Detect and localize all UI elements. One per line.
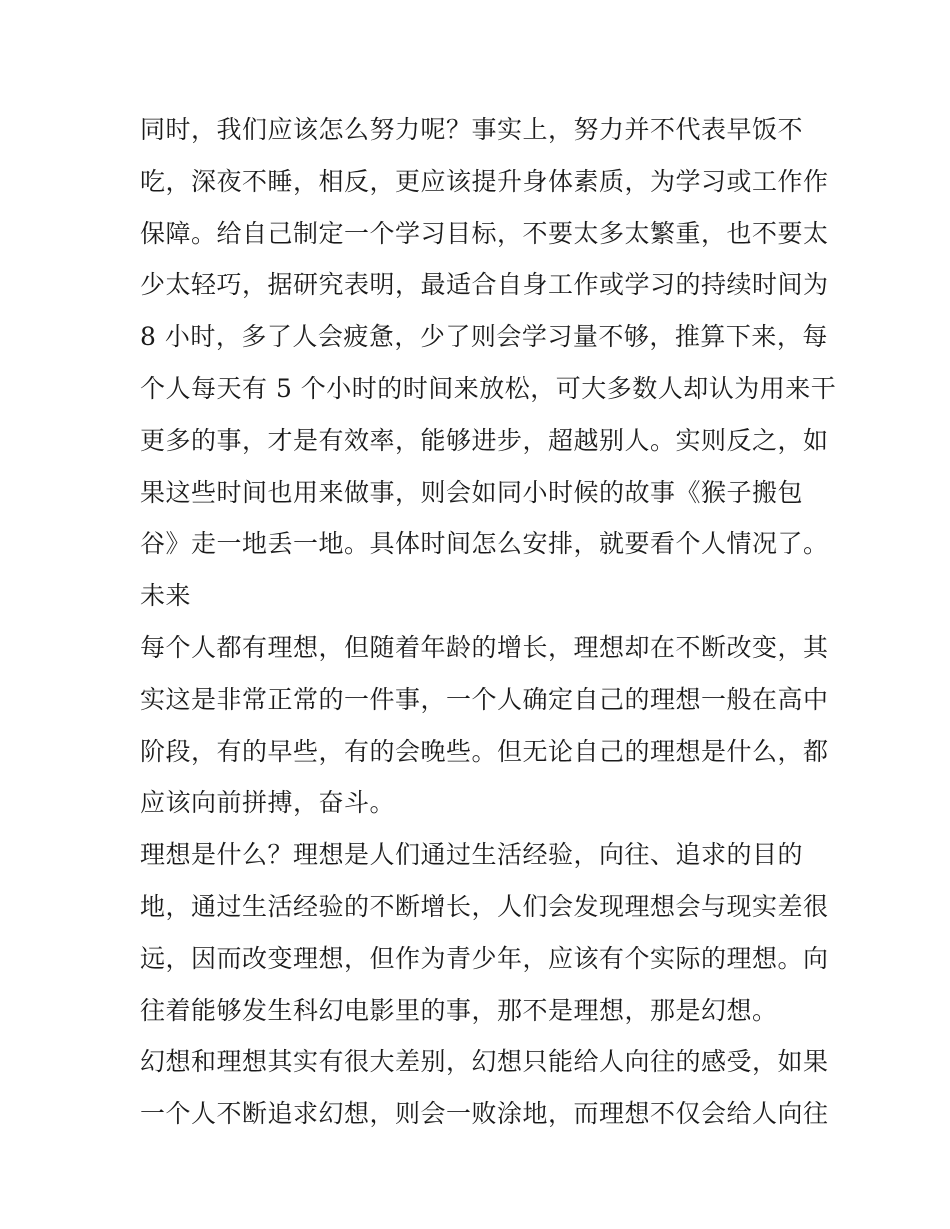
section-heading: 未来 (140, 581, 192, 611)
text-line: 远，因而改变理想，但作为青少年，应该有个实际的理想。向 (140, 943, 829, 973)
text-line: 幻想和理想其实有很大差别，幻想只能给人向往的感受，如果 (140, 1047, 829, 1077)
text-line: 理想是什么？理想是人们通过生活经验，向往、追求的目的 (140, 840, 804, 870)
text-line: 保障。给自己制定一个学习目标，不要太多太繁重，也不要太 (140, 218, 829, 248)
text-line: 往着能够发生科幻电影里的事，那不是理想，那是幻想。 (140, 995, 778, 1025)
text-line: 一个人不断追求幻想，则会一败涂地，而理想不仅会给人向往 (140, 1099, 829, 1129)
text-line: 同时，我们应该怎么努力呢？事实上，努力并不代表早饭不 (140, 115, 804, 144)
text-line: 少太轻巧，据研究表明，最适合自身工作或学习的持续时间为 (140, 270, 829, 300)
text-line: 更多的事，才是有效率，能够进步，超越别人。实则反之，如 (140, 425, 829, 455)
text-line: 实这是非常正常的一件事，一个人确定自己的理想一般在高中 (140, 684, 829, 714)
text-line: 个人每天有 5 个小时的时间来放松，可大多数人却认为用来干 (140, 373, 837, 403)
text-line: 8 小时，多了人会疲惫，少了则会学习量不够，推算下来，每 (140, 322, 828, 352)
document-body (140, 104, 837, 1140)
text-line: 阶段，有的早些，有的会晚些。但无论自己的理想是什么，都 (140, 736, 829, 766)
text-line: 应该向前拼搏，奋斗。 (140, 788, 396, 818)
text-line: 果这些时间也用来做事，则会如同小时候的故事《猴子搬包 (140, 477, 804, 507)
text-line: 谷》走一地丢一地。具体时间怎么安排，就要看个人情况了。 (140, 529, 829, 559)
text-line: 吃，深夜不睡，相反，更应该提升身体素质，为学习或工作作 (140, 166, 829, 196)
text-line: 每个人都有理想，但随着年龄的增长，理想却在不断改变，其 (140, 632, 829, 662)
text-line: 地，通过生活经验的不断增长，人们会发现理想会与现实差很 (140, 891, 829, 921)
